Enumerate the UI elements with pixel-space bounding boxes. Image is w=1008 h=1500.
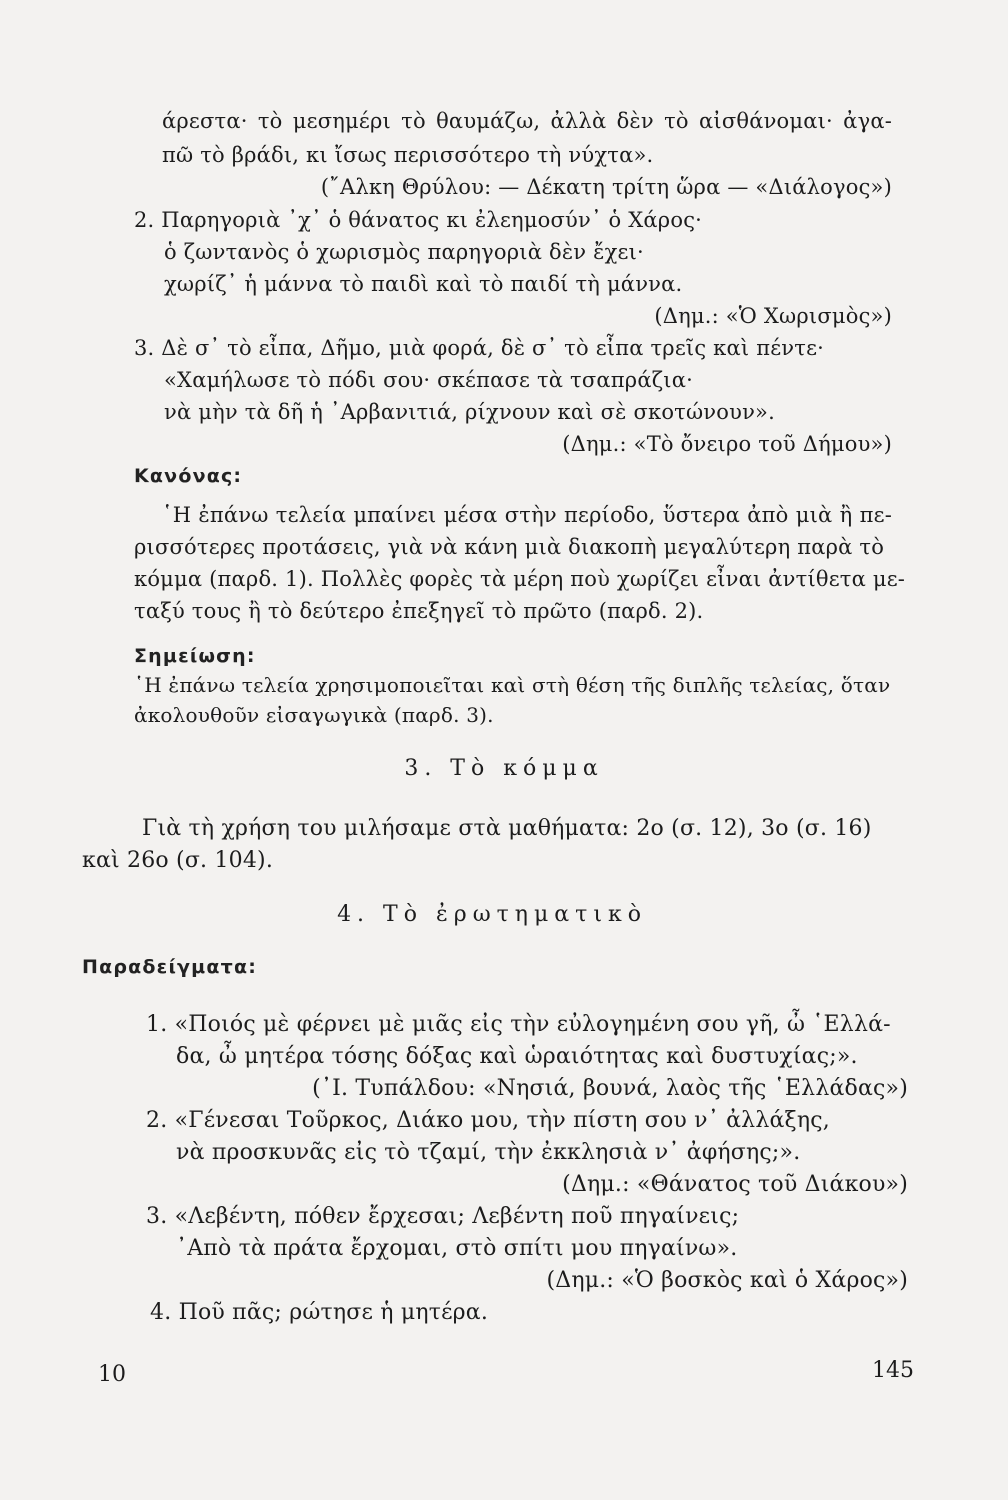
section-heading: Σημείωση: [134,645,256,667]
example-line: χωρίζ᾿ ἡ μάννα τὸ παιδὶ καὶ τὸ παιδί τὴ μάννα. [164,272,683,296]
example-line: 3. Δὲ σ᾿ τὸ εἶπα, Δῆμο, μιὰ φορά, δὲ σ᾿ τὸ εἶπα τρεῖς καὶ πέντε· [134,336,825,360]
example-line: νὰ μὴν τὰ δῆ ἡ ᾿Αρβανιτιά, ρίχνουν καὶ σὲ σκοτώνουν». [164,400,775,424]
source-citation: (Δημ.: «Ὁ βοσκὸς καὶ ὁ Χάρος») [546,1268,908,1293]
text-line: πῶ τὸ βράδι, κι ἴσως περισσότερο τὴ νύχτα». [162,143,654,167]
example-line: 1. «Ποιός μὲ φέρνει μὲ μιᾶς εἰς τὴν εὐλογημένη σου γῆ, ὦ ῾Ελλά- [146,1012,891,1037]
text-line: Γιὰ τὴ χρήση του μιλήσαμε στὰ μαθήματα: 2ο (σ. 12), 3ο (σ. 16) [142,816,872,841]
source-citation: (Δημ.: «Τὸ ὄνειρο τοῦ Δήμου») [562,432,892,456]
example-line: ᾿Απὸ τὰ πράτα ἔρχομαι, στὸ σπίτι μου πηγαίνω». [176,1236,738,1261]
example-line: 2. Παρηγοριὰ ᾿χ᾿ ὁ θάνατος κι ἐλεημοσύν᾿ ὁ Χάρος· [134,208,703,232]
text-line: άρεστα· τὸ μεσημέρι τὸ θαυμάζω, ἀλλὰ δὲν τὸ αἰσθάνομαι· ἀγα- [162,109,892,133]
example-line: νὰ προσκυνᾶς εἰς τὸ τζαμί, τὴν ἐκκλησιὰ ν᾿ ἀφήσης;». [176,1140,801,1165]
page-number: 145 [872,1358,914,1383]
section-heading: Παραδείγματα: [82,956,257,978]
section-heading: Κανόνας: [134,465,243,487]
text-line: κόμμα (παρδ. 1). Πολλὲς φορὲς τὰ μέρη ποὺ χωρίζει εἶναι ἀντίθετα με- [134,567,906,591]
text-line: καὶ 26ο (σ. 104). [82,848,274,873]
source-citation: (῎Αλκη Θρύλου: — Δέκατη τρίτη ὥρα — «Διάλογος») [320,175,892,199]
example-line: 2. «Γένεσαι Τοῦρκος, Διάκο μου, τὴν πίστη σου ν᾿ ἀλλάξης, [146,1108,830,1133]
example-line: 4. Ποῦ πᾶς; ρώτησε ἡ μητέρα. [150,1300,489,1325]
signature-mark: 10 [98,1362,126,1387]
text-line: ταξύ τους ἢ τὸ δεύτερο ἐπεξηγεῖ τὸ πρῶτο (παρδ. 2). [134,599,704,623]
text-line: ρισσότερες προτάσεις, γιὰ νὰ κάνη μιὰ διακοπὴ μεγαλύτερη παρὰ τὸ [134,535,885,559]
source-citation: (Δημ.: «Ὁ Χωρισμὸς») [654,304,892,328]
example-line: δα, ὦ μητέρα τόσης δόξας καὶ ὡραιότητας καὶ δυστυχίας;». [176,1044,858,1069]
source-citation: (Δημ.: «Θάνατος τοῦ Διάκου») [562,1172,908,1197]
example-line: «Χαμήλωσε τὸ πόδι σου· σκέπασε τὰ τσαπράζια· [164,368,693,392]
section-title: 3. Τὸ κόμμα [404,756,604,781]
example-line: 3. «Λεβέντη, πόθεν ἔρχεσαι; Λεβέντη ποῦ πηγαίνεις; [146,1204,740,1229]
example-line: ὁ ζωντανὸς ὁ χωρισμὸς παρηγοριὰ δὲν ἔχει· [164,240,644,264]
text-line: ἀκολουθοῦν εἰσαγωγικὰ (παρδ. 3). [134,703,494,727]
text-line: ῾Η ἐπάνω τελεία χρησιμοποιεῖται καὶ στὴ θέση τῆς διπλῆς τελείας, ὅταν [134,673,891,697]
section-title: 4. Τὸ ἐρωτηματικὸ [337,902,647,927]
source-citation: (᾿Ι. Τυπάλδου: «Νησιά, βουνά, λαὸς τῆς ῾Ελλάδας») [312,1076,908,1101]
text-line: ῾Η ἐπάνω τελεία μπαίνει μέσα στὴν περίοδο, ὕστερα ἀπὸ μιὰ ἢ πε- [162,503,892,527]
